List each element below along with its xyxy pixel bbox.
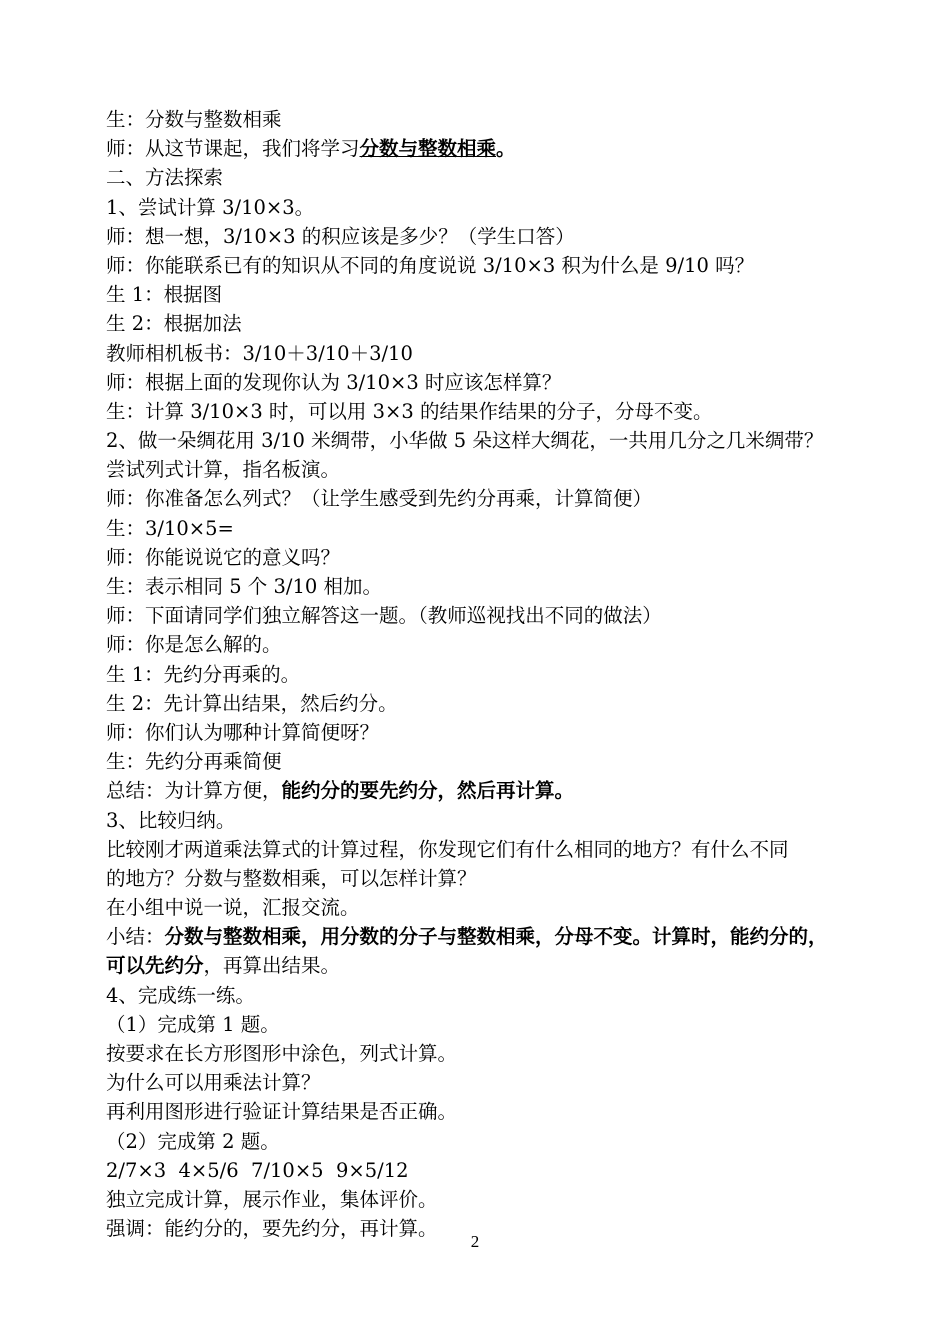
text-line: 师：你能说说它的意义吗？ <box>106 545 341 569</box>
section-heading: 二、方法探索 <box>106 166 224 190</box>
text-line: 生：表示相同 5 个 3/10 相加。 <box>106 575 382 598</box>
text-line: 师：下面请同学们独立解答这一题。（教师巡视找出不同的做法） <box>106 604 662 628</box>
text-line: 生 1：先约分再乘的。 <box>106 662 301 686</box>
text-line: 生：先约分再乘简便 <box>106 750 282 774</box>
text-line: 生：3/10×5= <box>106 516 234 540</box>
line-text: 小结： <box>106 925 165 949</box>
text-line: 生：计算 3/10×3 时，可以用 3×3 的结果作结果的分子，分母不变。 <box>106 399 713 423</box>
text-line: 师：你能联系已有的知识从不同的角度说说 3/10×3 积为什么是 9/10 吗？ <box>106 253 755 277</box>
text-line: 师：你们认为哪种计算简便呀？ <box>106 720 380 744</box>
text-line: 为什么可以用乘法计算？ <box>106 1071 321 1095</box>
line-text: 总结：为计算方便， <box>106 779 282 803</box>
text-line: 再利用图形进行验证计算结果是否正确。 <box>106 1100 458 1124</box>
text-line: 比较刚才两道乘法算式的计算过程，你发现它们有什么相同的地方？有什么不同 <box>106 837 789 861</box>
bold-text: 分数与整数相乘，用分数的分子与整数相乘，分母不变。计算时，能约分的， <box>164 925 828 949</box>
text-line: 强调：能约分的，要先约分，再计算。 <box>106 1217 438 1241</box>
text-line: 师：根据上面的发现你认为 3/10×3 时应该怎样算？ <box>106 370 562 394</box>
body-text <box>106 105 876 1243</box>
section-heading: 3、比较归纳。 <box>106 808 236 832</box>
text-line: 生 1：根据图 <box>106 283 223 307</box>
page-number: 2 <box>470 1232 480 1251</box>
conclusion-line <box>106 922 876 951</box>
bold-text: 能约分的要先约分，然后再计算。 <box>281 779 575 803</box>
bold-text: 可以先约分 <box>106 954 204 978</box>
text-line: 按要求在长方形图形中涂色，列式计算。 <box>106 1042 458 1065</box>
text-line: 1、尝试计算 3/10×3。 <box>106 195 315 219</box>
exercise-line: 2/7×3 4×5/6 7/10×5 9×5/12 <box>106 1158 409 1182</box>
text-line: （1）完成第 1 题。 <box>106 1012 280 1036</box>
line-text: 。 <box>496 137 516 161</box>
text-line: 尝试列式计算，指名板演。 <box>106 458 341 482</box>
text-line: 2、做一朵绸花用 3/10 米绸带，小华做 5 朵这样大绸花，一共用几分之几米绸带？ <box>106 429 824 453</box>
text-line: （2）完成第 2 题。 <box>106 1129 280 1153</box>
text-line: 生 2：根据加法 <box>106 312 242 336</box>
text-line: 生：分数与整数相乘 <box>106 108 282 131</box>
text-line: 教师相机板书：3/10＋3/10＋3/10 <box>106 341 413 365</box>
text-line: 的地方？分数与整数相乘，可以怎样计算？ <box>106 866 477 890</box>
text-line: 生 2：先计算出结果，然后约分。 <box>106 691 398 715</box>
line-text: 师：从这节课起，我们将学习 <box>106 137 360 161</box>
section-heading: 4、完成练一练。 <box>106 983 255 1007</box>
text-line: 在小组中说一说，汇报交流。 <box>106 896 360 920</box>
conclusion-line <box>106 951 876 980</box>
underlined-topic: 分数与整数相乘 <box>359 137 497 161</box>
line-text: ，再算出结果。 <box>203 954 341 978</box>
text-line: 师：想一想，3/10×3 的积应该是多少？（学生口答） <box>106 224 575 248</box>
summary-line <box>106 776 876 805</box>
text-line <box>106 134 876 163</box>
text-line: 师：你是怎么解的。 <box>106 633 282 657</box>
text-line: 独立完成计算，展示作业，集体评价。 <box>106 1187 438 1211</box>
text-line: 师：你准备怎么列式？（让学生感受到先约分再乘，计算简便） <box>106 487 653 511</box>
